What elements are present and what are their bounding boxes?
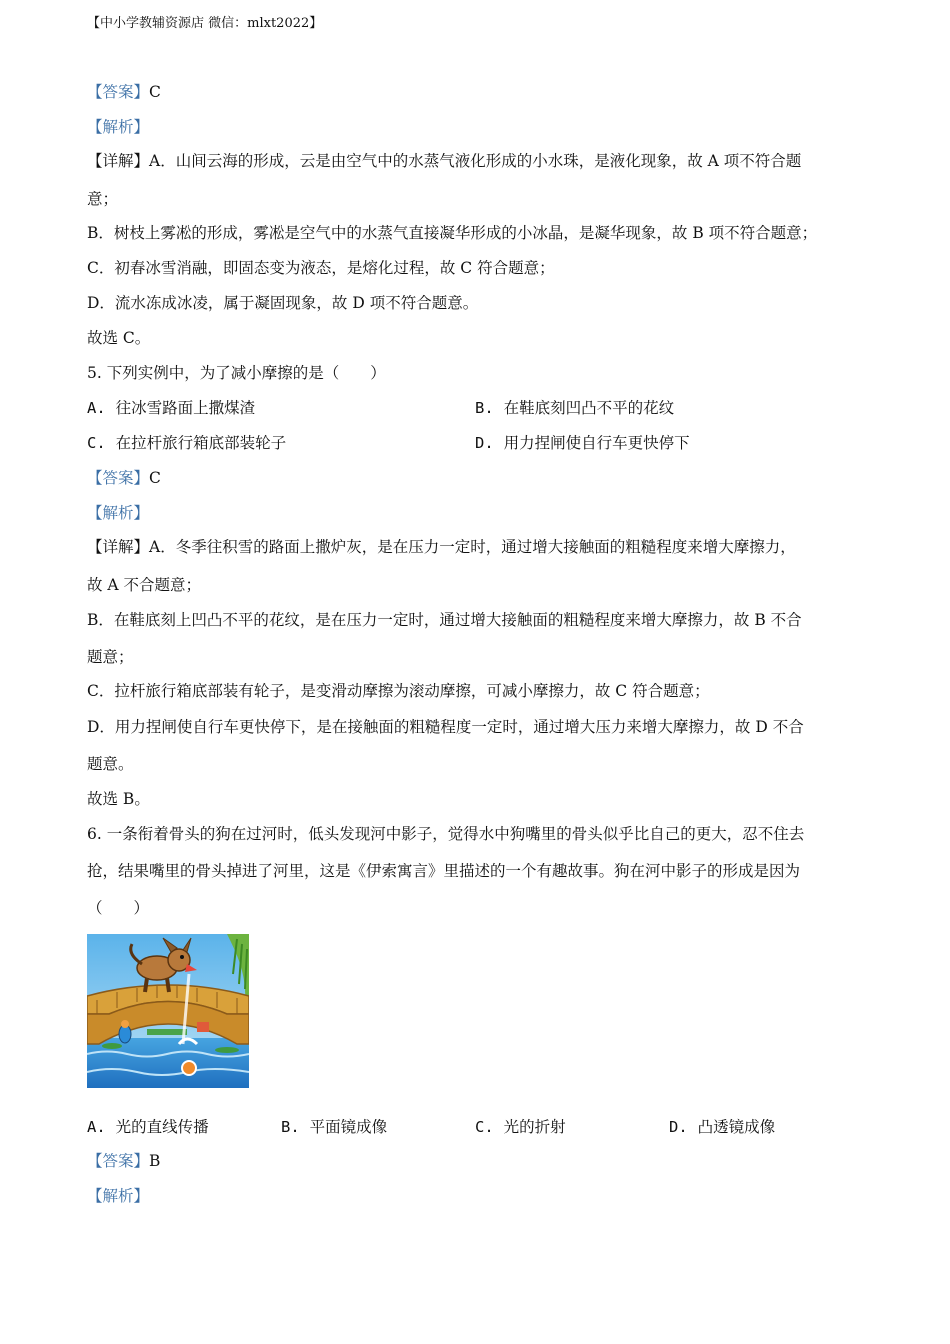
option-label: B. — [475, 399, 494, 417]
q5-conclusion: 故选 B。 — [87, 790, 150, 808]
q5-option-a — [87, 398, 255, 418]
detail-tag: 【详解】 — [87, 538, 150, 556]
option-text: 往冰雪路面上撒煤渣 — [115, 399, 256, 417]
q5-detail-line-4: C．拉杆旅行箱底部装有轮子，是变滑动摩擦为滚动摩擦，可减小摩擦力，故 C 符合题意； — [87, 682, 710, 700]
q4-answer — [87, 82, 161, 102]
q4-detail-line-1: 意； — [87, 190, 119, 208]
answer-value: B — [149, 1152, 161, 1170]
q6-option-a — [87, 1117, 209, 1137]
q5-option-c — [87, 433, 286, 453]
option-label: A. — [87, 399, 106, 417]
q5-detail-line-5: D．用力捏闸使自行车更快停下，是在接触面的粗糙程度一定时，通过增大压力来增大摩擦力，故 D 不合 — [87, 718, 804, 736]
option-label: D. — [669, 1118, 688, 1136]
q4-detail-line-4: D．流水冻成冰凌，属于凝固现象，故 D 项不符合题意。 — [87, 294, 479, 312]
option-text: 在鞋底刻凹凸不平的花纹 — [503, 399, 675, 417]
option-text: 在拉杆旅行箱底部装轮子 — [115, 434, 287, 452]
q5-detail-line-2: B．在鞋底刻上凹凸不平的花纹，是在压力一定时，通过增大接触面的粗糙程度来增大摩擦力，故 B 不合 — [87, 611, 802, 629]
q5-analysis-tag: 【解析】 — [87, 504, 150, 522]
q5-option-b — [475, 398, 674, 418]
q4-conclusion: 故选 C。 — [87, 329, 151, 347]
option-text: 用力捏闸使自行车更快停下 — [503, 434, 690, 452]
option-text: 平面镜成像 — [309, 1118, 388, 1136]
q5-detail-line-3: 题意； — [87, 648, 134, 666]
q4-detail-line-3: C．初春冰雪消融，即固态变为液态，是熔化过程，故 C 符合题意； — [87, 259, 555, 277]
q6-option-b — [281, 1117, 387, 1137]
option-label: C. — [475, 1118, 494, 1136]
option-text: 凸透镜成像 — [697, 1118, 776, 1136]
answer-value: C — [149, 83, 161, 101]
option-label: C. — [87, 434, 106, 452]
answer-value: C — [149, 469, 161, 487]
option-text: 光的折射 — [503, 1118, 566, 1136]
q5-detail-line-0 — [87, 537, 796, 557]
q6-stem-line-1: 抢，结果嘴里的骨头掉进了河里，这是《伊索寓言》里描述的一个有趣故事。狗在河中影子的形成是因为 — [87, 862, 801, 880]
q4-detail-line-2: B．树枝上雾凇的形成，雾凇是空气中的水蒸气直接凝华形成的小冰晶，是凝华现象，故 B 项不符合题意； — [87, 224, 818, 242]
q6-option-c — [475, 1117, 566, 1137]
q6-stem-line-0: 6. 一条衔着骨头的狗在过河时，低头发现河中影子，觉得水中狗嘴里的骨头似乎比自己的更大，忍不住去 — [87, 825, 805, 843]
q5-option-d — [475, 433, 690, 453]
option-text: 光的直线传播 — [115, 1118, 209, 1136]
answer-tag: 【答案】 — [87, 1152, 150, 1170]
option-label: B. — [281, 1118, 300, 1136]
option-label: D. — [475, 434, 494, 452]
q6-stem-line-2: （ ） — [87, 899, 150, 917]
q6-answer — [87, 1151, 160, 1171]
detail-text: A．冬季往积雪的路面上撒炉灰，是在压力一定时，通过增大接触面的粗糙程度来增大摩擦力， — [149, 538, 796, 556]
q5-detail-line-1: 故 A 不合题意； — [87, 576, 202, 594]
q4-analysis-tag: 【解析】 — [87, 118, 150, 136]
detail-text: A．山间云海的形成，云是由空气中的水蒸气液化形成的小水珠，是液化现象，故 A 项不符合题 — [149, 152, 802, 170]
q4-detail-line-0 — [87, 151, 801, 171]
q5-detail-line-6: 题意。 — [87, 755, 134, 773]
q6-option-d — [669, 1117, 775, 1137]
detail-tag: 【详解】 — [87, 152, 150, 170]
answer-tag: 【答案】 — [87, 83, 150, 101]
q5-stem: 5. 下列实例中，为了减小摩擦的是（ ） — [87, 364, 386, 382]
q6-analysis-tag: 【解析】 — [87, 1187, 150, 1205]
dog-bridge-illustration — [87, 934, 249, 1088]
option-label: A. — [87, 1118, 106, 1136]
answer-tag: 【答案】 — [87, 469, 150, 487]
page-header: 【中小学教辅资源店 微信：mlxt2022】 — [87, 16, 323, 31]
q5-answer — [87, 468, 161, 488]
